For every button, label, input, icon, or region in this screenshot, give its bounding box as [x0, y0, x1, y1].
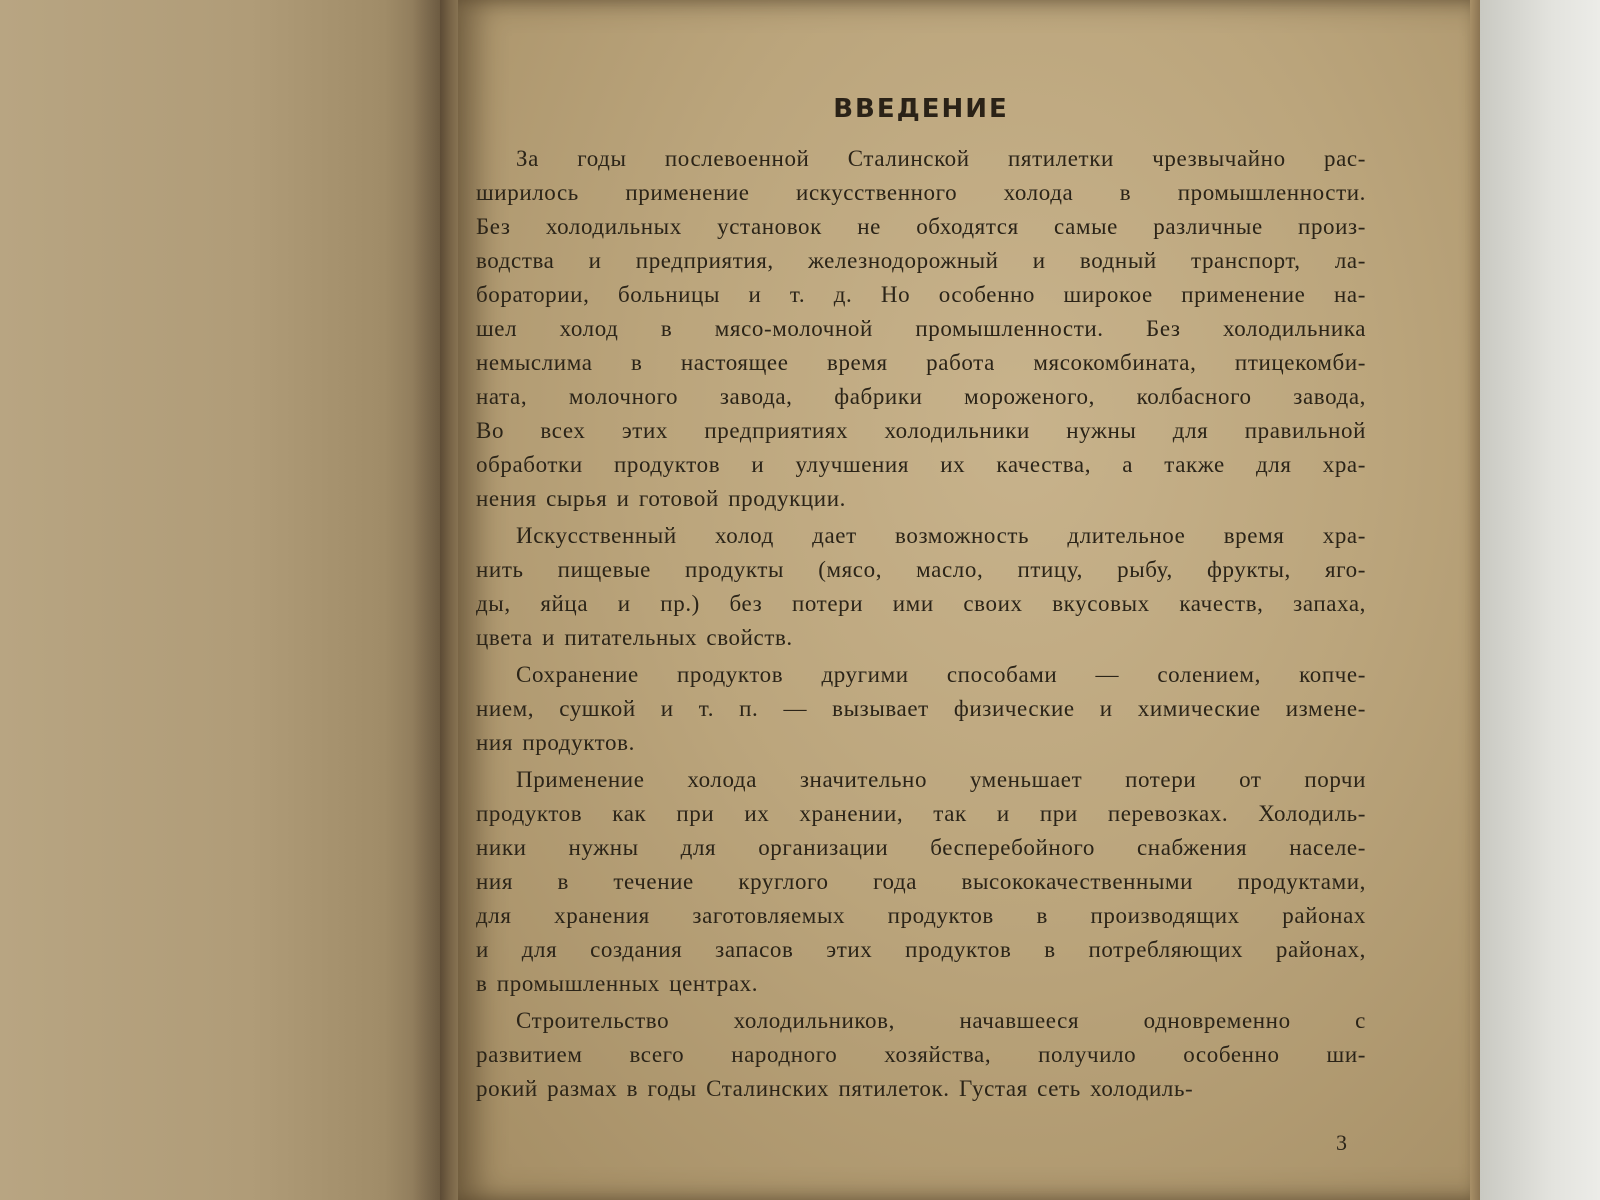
body-paragraphs: [476, 142, 1366, 1106]
text-line: шел холод в мясо-молочной промышленности. Без холодильника: [476, 316, 1366, 341]
paragraph: [476, 1004, 1366, 1106]
text-line: Сохранение продуктов другими способами — солением, копче-: [516, 662, 1366, 687]
paragraph: [476, 142, 1366, 516]
paragraph: [476, 658, 1366, 760]
text-line: За годы послевоенной Сталинской пятилетки чрезвычайно рас-: [516, 146, 1366, 171]
text-line: развитием всего народного хозяйства, получило особенно ши-: [476, 1042, 1366, 1067]
text-line: Строительство холодильников, начавшееся одновременно с: [516, 1008, 1366, 1033]
text-line: продуктов как при их хранении, так и при перевозках. Холодиль-: [476, 801, 1366, 826]
paragraph: [476, 519, 1366, 655]
text-line: цвета и питательных свойств.: [476, 625, 793, 650]
text-line: ния в течение круглого года высококачественными продуктами,: [476, 869, 1366, 894]
text-line: Во всех этих предприятиях холодильники нужны для правильной: [476, 418, 1366, 443]
text-line: ната, молочного завода, фабрики мороженого, колбасного завода,: [476, 384, 1366, 409]
text-line: Искусственный холод дает возможность длительное время хра-: [516, 523, 1366, 548]
text-line: ники нужны для организации бесперебойного снабжения населе-: [476, 835, 1366, 860]
text-line: водства и предприятия, железнодорожный и водный транспорт, ла-: [476, 248, 1366, 273]
text-line: немыслима в настоящее время работа мясокомбината, птицекомби-: [476, 350, 1366, 375]
text-line: боратории, больницы и т. д. Но особенно широкое применение на-: [476, 282, 1366, 307]
background-surface: [1480, 0, 1600, 1200]
page-number: 3: [1336, 1130, 1347, 1155]
text-line: обработки продуктов и улучшения их качества, а также для хра-: [476, 452, 1366, 477]
chapter-heading: ВВЕДЕНИЕ: [833, 94, 1009, 124]
page-edge: [1470, 0, 1480, 1200]
text-line: ды, яйца и пр.) без потери ими своих вкусовых качеств, запаха,: [476, 591, 1366, 616]
text-line: нием, сушкой и т. п. — вызывает физические и химические измене-: [476, 696, 1366, 721]
text-line: нить пищевые продукты (мясо, масло, птицу, рыбу, фрукты, яго-: [476, 557, 1366, 582]
paragraph: [476, 763, 1366, 1001]
text-line: нения сырья и готовой продукции.: [476, 486, 846, 511]
text-line: для хранения заготовляемых продуктов в производящих районах: [476, 903, 1366, 928]
text-line: Без холодильных установок не обходятся самые различные произ-: [476, 214, 1366, 239]
text-line: рокий размах в годы Сталинских пятилеток. Густая сеть холодиль-: [476, 1076, 1194, 1101]
left-page: [0, 0, 452, 1200]
text-line: ширилось применение искусственного холода в промышленности.: [476, 180, 1366, 205]
text-line: Применение холода значительно уменьшает потери от порчи: [516, 767, 1366, 792]
page-text: [476, 88, 1366, 1106]
text-line: в промышленных центрах.: [476, 971, 759, 996]
text-line: ния продуктов.: [476, 730, 635, 755]
text-line: и для создания запасов этих продуктов в потребляющих районах,: [476, 937, 1366, 962]
